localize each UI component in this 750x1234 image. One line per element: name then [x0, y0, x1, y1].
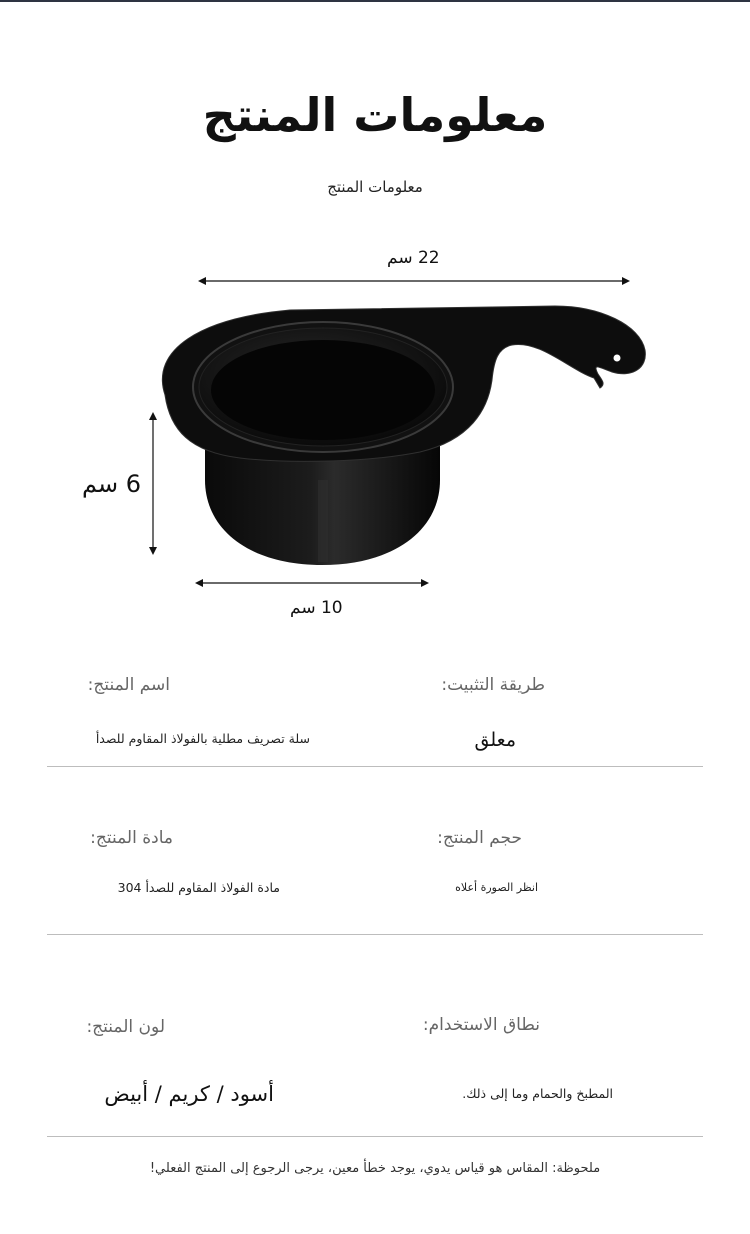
page-title: معلومات المنتج	[202, 88, 548, 142]
spec-value-name: سلة تصريف مطلية بالفولاذ المقاوم للصدأ	[95, 731, 310, 746]
width-label: 22 سم	[387, 248, 440, 268]
footer-note: ملحوظة: المقاس هو قياس يدوي، يوجد خطأ معين، يرجى الرجوع إلى المنتج الفعلي!	[149, 1161, 601, 1176]
base-label: 10 سم	[290, 598, 343, 618]
spec-label-material: مادة المنتج:	[90, 828, 173, 848]
spec-label-size: حجم المنتج:	[437, 828, 522, 848]
spec-value-color: أسود / كريم / أبيض	[104, 1082, 274, 1106]
spec-label-scope: نطاق الاستخدام:	[422, 1015, 540, 1035]
spec-label-color: لون المنتج:	[86, 1017, 165, 1037]
divider-3	[47, 1136, 703, 1137]
spec-label-name: اسم المنتج:	[87, 675, 170, 695]
spec-value-size: انظر الصورة أعلاه	[455, 881, 538, 894]
spec-value-scope: المطبخ والحمام وما إلى ذلك.	[462, 1086, 613, 1101]
height-label: 6 سم	[82, 470, 141, 498]
spec-label-install: طريقة التثبيت:	[441, 675, 545, 695]
divider-2	[47, 934, 703, 935]
divider-1	[47, 766, 703, 767]
spec-value-material: مادة الفولاذ المقاوم للصدأ 304	[117, 880, 280, 895]
page-subtitle: معلومات المنتج	[327, 178, 423, 196]
spec-value-install: معلق	[474, 729, 516, 751]
